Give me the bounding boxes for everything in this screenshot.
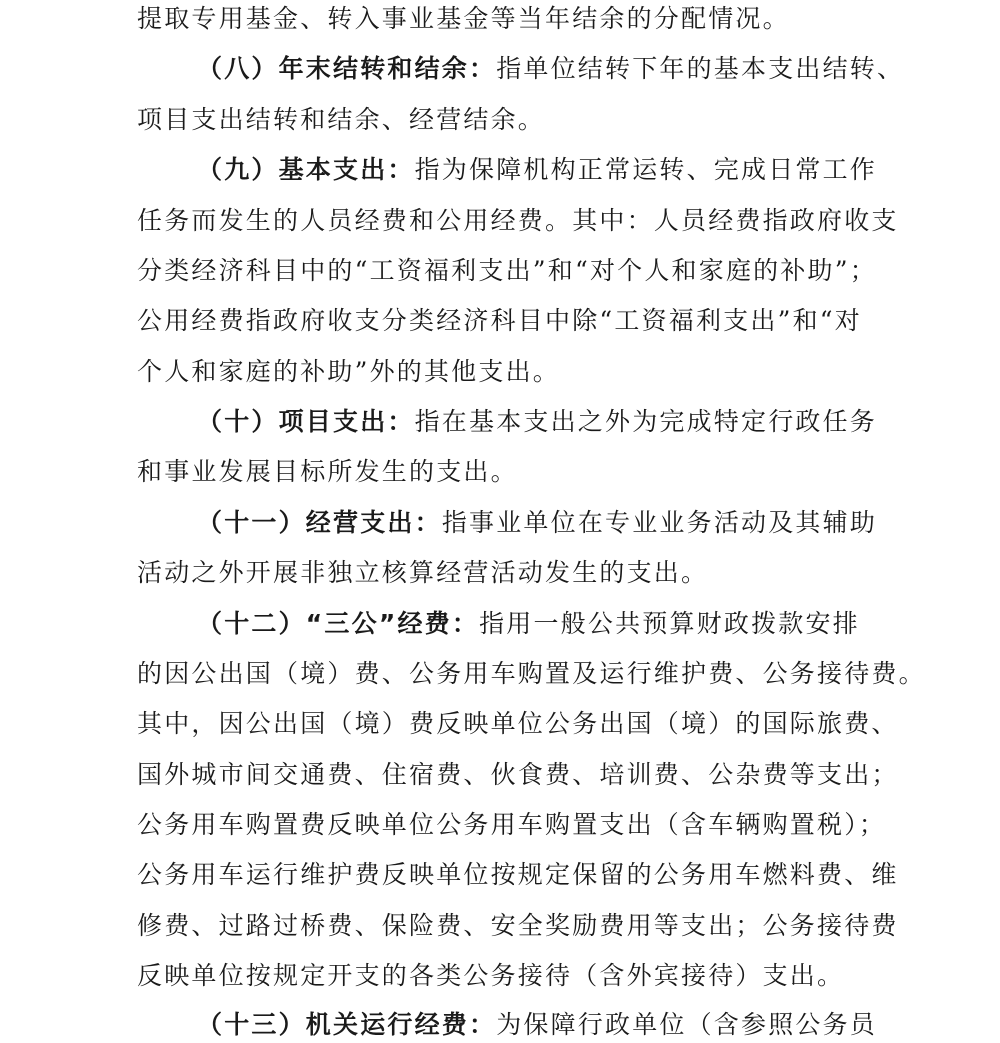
section-term: （八）年末结转和结余： bbox=[197, 54, 497, 83]
text-line bbox=[137, 808, 886, 842]
line-text: 提取专用基金、转入事业基金等当年结余的分配情况。 bbox=[137, 4, 790, 33]
text-line bbox=[137, 657, 926, 691]
line-text: 公务用车购置费反映单位公务用车购置支出（含车辆购置税）； bbox=[137, 810, 887, 839]
line-text: 项目支出结转和结余、经营结余。 bbox=[137, 105, 546, 134]
line-text: 任务而发生的人员经费和公用经费。其中：人员经费指政府收支 bbox=[137, 206, 899, 235]
line-text: 反映单位按规定开支的各类公务接待（含外宾接待）支出。 bbox=[137, 961, 845, 990]
section-term: （十）项目支出： bbox=[197, 407, 415, 436]
line-text: 指在基本支出之外为完成特定行政任务 bbox=[414, 407, 878, 436]
text-line bbox=[137, 455, 518, 489]
section-term: （十二）“三公”经费： bbox=[197, 609, 480, 638]
line-text: 修费、过路过桥费、保险费、安全奖励费用等支出；公务接待费 bbox=[137, 911, 899, 940]
text-line bbox=[137, 355, 560, 389]
line-text: 其中，因公出国（境）费反映单位公务出国（境）的国际旅费、 bbox=[137, 709, 899, 738]
text-line bbox=[137, 707, 899, 741]
section-term: （九）基本支出： bbox=[197, 155, 415, 184]
text-line bbox=[137, 204, 899, 238]
text-line bbox=[137, 254, 877, 288]
section-heading-line bbox=[197, 52, 904, 86]
line-text: 个人和家庭的补助”外的其他支出。 bbox=[137, 357, 560, 386]
line-text: 活动之外开展非独立核算经营活动发生的支出。 bbox=[137, 558, 709, 587]
line-text: 指用一般公共预算财政拨款安排 bbox=[479, 609, 860, 638]
text-line bbox=[137, 2, 790, 36]
line-text: 为保障行政单位（含参照公务员 bbox=[496, 1010, 878, 1039]
line-text: 指为保障机构正常运转、完成日常工作 bbox=[414, 155, 878, 184]
section-heading-line bbox=[197, 506, 877, 540]
section-heading-line bbox=[197, 153, 877, 187]
section-heading-line bbox=[197, 607, 860, 641]
text-line bbox=[137, 858, 899, 892]
line-text: 和事业发展目标所发生的支出。 bbox=[137, 457, 518, 486]
text-line bbox=[137, 103, 545, 137]
section-heading-line bbox=[197, 1008, 877, 1042]
line-text: 公用经费指政府收支分类经济科目中除“工资福利支出”和“对 bbox=[137, 306, 862, 335]
line-text: 国外城市间交通费、住宿费、伙食费、培训费、公杂费等支出； bbox=[137, 760, 899, 789]
section-term: （十一）经营支出： bbox=[197, 508, 442, 537]
line-text: 公务用车运行维护费反映单位按规定保留的公务用车燃料费、维 bbox=[137, 860, 899, 889]
line-text: 指事业单位在专业业务活动及其辅助 bbox=[441, 508, 878, 537]
line-text: 的因公出国（境）费、公务用车购置及运行维护费、公务接待费。 bbox=[137, 659, 926, 688]
line-text: 指单位结转下年的基本支出结转、 bbox=[496, 54, 905, 83]
section-heading-line bbox=[197, 405, 877, 439]
text-line bbox=[137, 304, 862, 338]
text-line bbox=[137, 909, 899, 943]
section-term: （十三）机关运行经费： bbox=[197, 1010, 497, 1039]
text-line bbox=[137, 758, 899, 792]
line-text: 分类经济科目中的“工资福利支出”和“对个人和家庭的补助”； bbox=[137, 256, 877, 285]
text-line bbox=[137, 959, 844, 993]
text-line bbox=[137, 556, 708, 590]
